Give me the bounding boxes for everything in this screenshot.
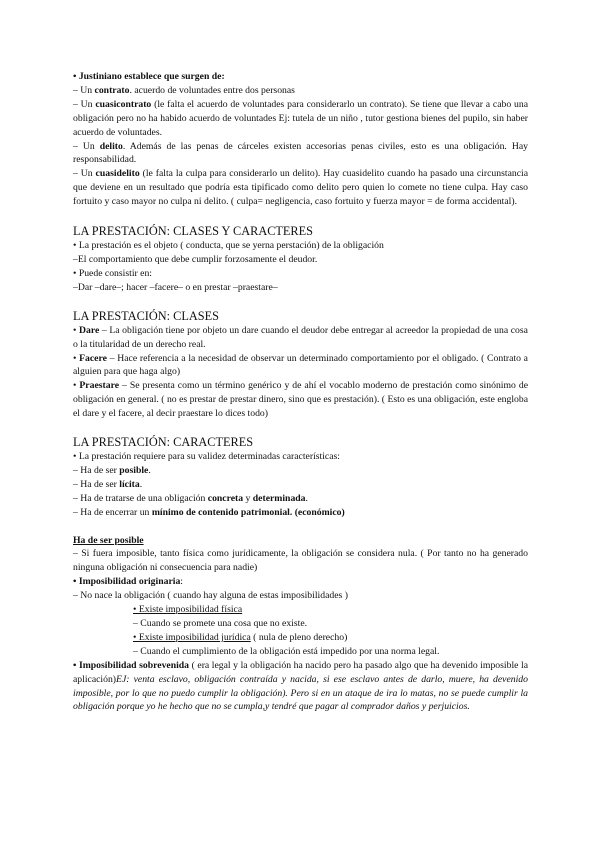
s1-line-4: –Dar –dare–; hacer –facere– o en prestar –praestare– bbox=[73, 281, 278, 293]
intro-cuasicontrato: – Un cuasicontrato (le falta el acuerdo de voluntades para considerarlo un contrato). Se tiene que llevar a cabo una obligación pero no ha habido acuerdo de voluntades Ej: tutela de un niño , tutor gestiona bienes del pupilo, sin haber acuerdo de voluntades. bbox=[73, 98, 528, 138]
s1-line-1: • La prestación es el objeto ( conducta, que se yerna perstación) de la obligación bbox=[73, 240, 384, 252]
subsection-title-posible: Ha de ser posible bbox=[73, 534, 144, 546]
caracteres-intro: • La prestación requiere para su validez determinadas características: bbox=[73, 451, 340, 463]
caracter-concreta: – Ha de tratarse de una obligación concreta y determinada. bbox=[73, 492, 308, 504]
cumplimiento-impedido: – Cuando el cumplimiento de la obligación está impedido por una norma legal. bbox=[133, 645, 440, 657]
imposibilidad-juridica: • Existe imposibilidad jurídica ( nula de pleno derecho) bbox=[133, 631, 348, 643]
document-page bbox=[73, 70, 528, 714]
imposibilidad-originaria: • Imposibilidad originaria: bbox=[73, 576, 183, 588]
clase-dare: • Dare – La obligación tiene por objeto un dare cuando el deudor debe entregar al acreedor la propiedad de una cosa o la titularidad de un derecho real. bbox=[73, 324, 528, 350]
section-title-caracteres: LA PRESTACIÓN: CARACTERES bbox=[73, 435, 254, 450]
intro-delito: – Un delito. Además de las penas de cárceles existen accesorias penas civiles, esto es una obligación. Hay responsabilidad. bbox=[73, 140, 529, 166]
intro-heading: • Justiniano establece que surgen de: bbox=[73, 71, 225, 82]
imposibilidad-sobrevenida: • Imposibilidad sobrevenida ( era legal y la obligación ha nacido pero ha pasado algo que ha devenido imposible la aplicación)EJ: venta esclavo, obligación contraída y nacida, si ese esclavo antes de darlo, muere, ha devenido imposible, por lo que no puedo cumplir la obligación). Pero si en un ataque de ira lo matas, no se puede cumplir la obligación porque yo he hecho que no se cumpla,y tendré que pagar al comprador daños y perjuicios. bbox=[73, 659, 529, 713]
intro-contrato: – Un contrato. acuerdo de voluntades entre dos personas bbox=[73, 84, 295, 96]
caracter-licita: – Ha de ser lícita. bbox=[73, 478, 143, 490]
section-title-clases: LA PRESTACIÓN: CLASES bbox=[73, 308, 219, 323]
caracter-minimo: – Ha de encerrar un mínimo de contenido patrimonial. (económico) bbox=[73, 506, 345, 518]
s1-line-2: –El comportamiento que debe cumplir forzosamente el deudor. bbox=[73, 253, 318, 265]
posible-line-1: – Si fuera imposible, tanto física como jurídicamente, la obligación se considera nula. ( Por tanto no ha generado ninguna obligación ni consecuencia para nadie) bbox=[73, 548, 528, 574]
section-title-clases-caracteres: LA PRESTACIÓN: CLASES Y CARACTERES bbox=[73, 224, 313, 239]
cosa-no-existe: – Cuando se promete una cosa que no existe. bbox=[133, 618, 308, 629]
posible-line-2: – No nace la obligación ( cuando hay alguna de estas imposibilidades ) bbox=[73, 590, 348, 602]
caracter-posible: – Ha de ser posible. bbox=[73, 464, 151, 476]
intro-cuasidelito: – Un cuasidelito (le falta la culpa para considerarlo un delito). Hay cuasidelito cuando ha pasado una circunstancia que deviene en un resultado que podría esta tipificado como delito pero quien lo comete no tiene culpa. Hay caso fortuito y caso mayor no culpa ni delito. ( culpa= negligencia, caso fortuito y fuerza mayor = de forma accidental). bbox=[73, 168, 528, 208]
imposibilidad-fisica: • Existe imposibilidad física bbox=[133, 604, 243, 616]
clase-praestare: • Praestare – Se presenta como un término genérico y de ahí el vocablo moderno de prestación como sinónimo de obligación en general. ( no es prestar de prestar dinero, sino que es prestación). ( Esto es una obligación, este engloba el dare y el facere, al decir praestare lo dices todo) bbox=[73, 380, 528, 420]
s1-line-3: • Puede consistir en: bbox=[73, 267, 152, 279]
clase-facere: • Facere – Hace referencia a la necesidad de observar un determinado comportamiento por el obligado. ( Contrato a alguien para que haga algo) bbox=[73, 352, 528, 378]
